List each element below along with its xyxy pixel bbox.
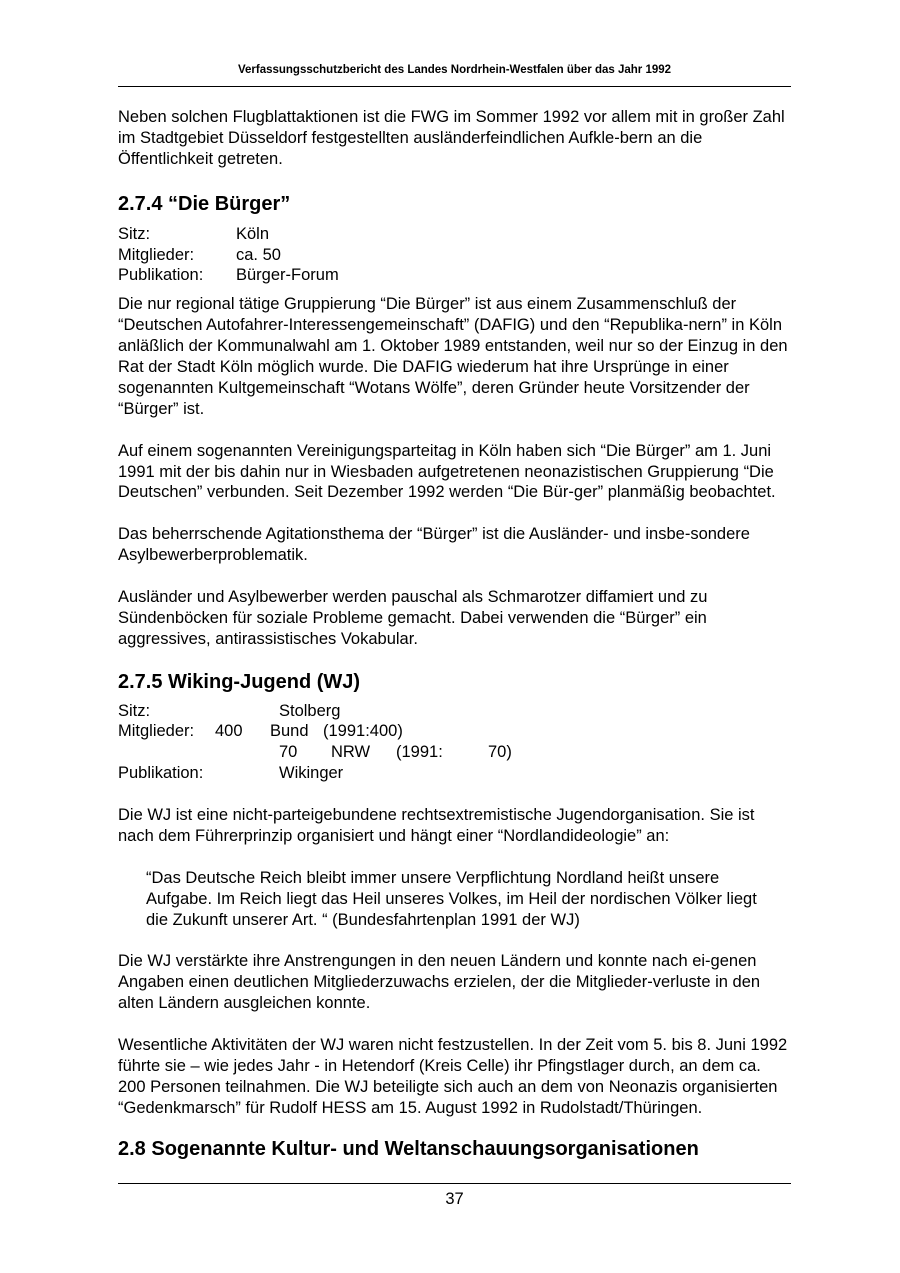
wj-meta — [118, 701, 791, 785]
meta-row-publikation — [118, 265, 791, 286]
section-heading-2-7-4: 2.7.4 “Die Bürger” — [118, 192, 291, 215]
wj-row-mitglieder — [118, 721, 791, 742]
section-heading-2-7-5: 2.7.5 Wiking-Jugend (WJ) — [118, 670, 361, 693]
buerger-paragraph-4: Ausländer und Asylbewerber werden pauschal als Schmarotzer diffamiert und zu Sündenböcken für soziale Probleme gemacht. Dabei verwenden die “Bürger” ein aggressives, antirassistisches Vokabular. — [118, 587, 708, 648]
page-body — [118, 107, 791, 1162]
meta-label: Sitz: — [118, 701, 151, 720]
wj-paragraph-1: Die WJ ist eine nicht-parteigebundene rechtsextremistische Jugendorganisation. Sie ist nach dem Führerprinzip organisiert und hängt einer “Nordlandideologie” an: — [118, 805, 755, 845]
running-header: Verfassungsschutzbericht des Landes Nordrhein-Westfalen über das Jahr 1992 — [237, 64, 672, 76]
buerger-meta — [118, 224, 791, 287]
meta-value: Stolberg — [279, 701, 341, 720]
meta-value: Köln — [236, 224, 270, 243]
bund-label: Bund — [270, 722, 309, 741]
wj-row-sitz — [118, 701, 791, 722]
header-rule — [118, 86, 791, 87]
buerger-paragraph-2: Auf einem sogenannten Vereinigungsparteitag in Köln haben sich “Die Bürger” am 1. Juni 1991 mit der bis dahin nur in Wiesbaden aufgetretenen neonazistischen Gruppierung “Die Deutschen” verbunden. Seit Dezember 1992 werden “Die Bür-ger” planmäßig beobachtet. — [118, 441, 776, 502]
meta-label: Sitz: — [118, 224, 151, 243]
meta-row-mitglieder — [118, 245, 791, 266]
wj-quote: “Das Deutsche Reich bleibt immer unsere Verpflichtung Nordland heißt unsere Aufgabe. Im Reich liegt das Heil unseres Volkes, im Heil der nordischen Völker liegt die Zukunft unserer Art. “ (Bundesfahrtenplan 1991 der WJ) — [146, 868, 757, 929]
meta-label: Publikation: — [118, 764, 204, 783]
nrw-previous-label: (1991: — [396, 743, 443, 762]
wj-paragraph-2: Die WJ verstärkte ihre Anstrengungen in den neuen Ländern und konnte nach ei-genen Angaben einen deutlichen Mitgliederzuwachs erzielen, der die Mitglieder-verluste in den alten Ländern ausgleichen konnte. — [118, 952, 761, 1013]
buerger-paragraph-1: Die nur regional tätige Gruppierung “Die Bürger” ist aus einem Zusammenschluß der “Deutschen Autofahrer-Interessengemeinschaft” (DAFIG) und den “Republika-nern” in Köln anläßlich der Kommunalwahl am 1. Oktober 1989 entstanden, weil nur so der Einzug in den Rat der Stadt Köln möglich wurde. Die DAFIG wiederum hat ihre Ursprünge in einer sogenannten Kultgemeinschaft “Wotans Wölfe”, deren Gründer heute Vorsitzender der “Bürger” ist. — [118, 295, 788, 418]
wj-row-publikation — [118, 763, 791, 784]
meta-row-sitz — [118, 224, 791, 245]
meta-value: Wikinger — [279, 764, 344, 783]
meta-label: Mitglieder: — [118, 245, 195, 264]
wj-paragraph-3: Wesentliche Aktivitäten der WJ waren nicht festzustellen. In der Zeit vom 5. bis 8. Juni 1992 führte sie – wie jedes Jahr - in Hetendorf (Kreis Celle) ihr Pfingstlager durch, an dem ca. 200 Personen teilnahmen. Die WJ beteiligte sich auch an dem von Neonazis organisierten “Gedenkmarsch” für Rudolf HESS am 15. August 1992 in Rudolstadt/Thüringen. — [118, 1035, 788, 1117]
footer-rule — [118, 1183, 791, 1184]
bund-previous: (1991:400) — [323, 722, 403, 741]
intro-paragraph: Neben solchen Flugblattaktionen ist die FWG im Sommer 1992 vor allem mit in großer Zahl im Stadtgebiet Düsseldorf festgestellten ausländerfeindlichen Aufkle-bern an die Öffentlichkeit getreten. — [118, 108, 785, 168]
meta-value: ca. 50 — [236, 245, 281, 264]
buerger-paragraph-3: Das beherrschende Agitationsthema der “Bürger” ist die Ausländer- und insbe-sondere Asylbewerberproblematik. — [118, 525, 750, 565]
nrw-previous-value: 70) — [488, 743, 512, 762]
wj-row-nrw — [118, 742, 791, 763]
member-total: 400 — [215, 722, 243, 741]
meta-label: Publikation: — [118, 266, 204, 285]
nrw-label: NRW — [331, 743, 371, 762]
section-heading-2-8: 2.8 Sogenannte Kultur- und Weltanschauungsorganisationen — [118, 1138, 699, 1161]
page-number: 37 — [445, 1190, 464, 1208]
meta-label: Mitglieder: — [118, 722, 195, 741]
nrw-count: 70 — [279, 743, 298, 762]
meta-value: Bürger-Forum — [236, 266, 339, 285]
